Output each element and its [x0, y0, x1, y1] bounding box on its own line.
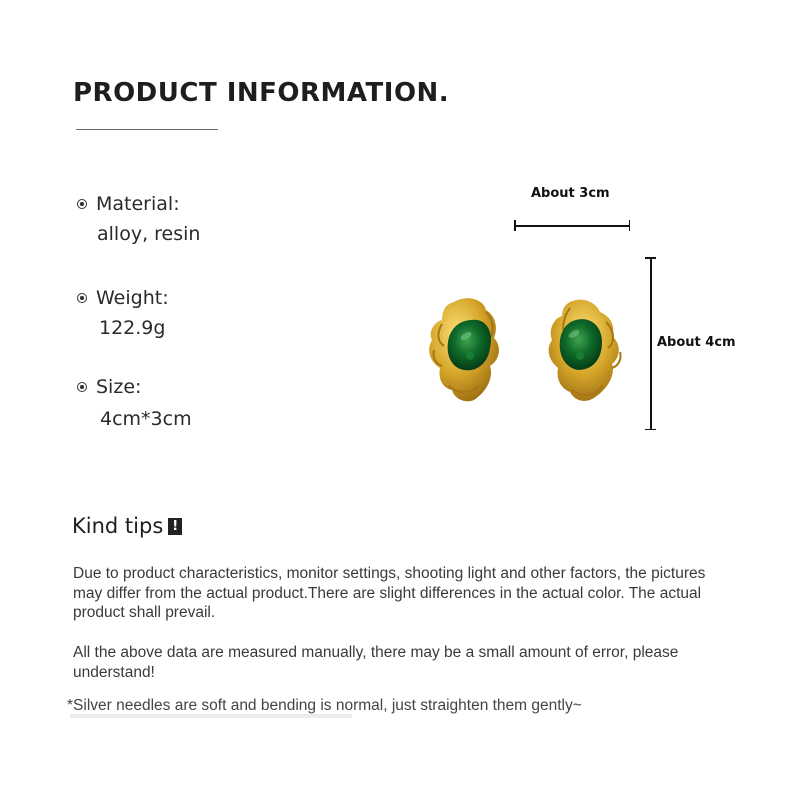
spec-weight-value: 122.9g	[99, 317, 166, 339]
bullet-icon	[77, 199, 87, 209]
tips-paragraph-1: Due to product characteristics, monitor settings, shooting light and other factors, the pictures may differ from the actual product.There are slight differences in the actual color. The actual product shall prevail.	[73, 565, 706, 621]
height-dimension-label: About 4cm	[657, 335, 736, 350]
silver-needle-note: *Silver needles are soft and bending is normal, just straighten them gently~	[67, 697, 582, 714]
exclamation-icon: !	[168, 518, 182, 535]
page-title: PRODUCT INFORMATION.	[73, 78, 450, 108]
bullet-icon	[77, 382, 87, 392]
height-dimension-line	[645, 257, 657, 430]
kind-tips-heading	[72, 514, 182, 538]
bullet-icon	[77, 293, 87, 303]
width-dimension-line	[514, 220, 630, 232]
earring-right-image	[536, 294, 632, 406]
width-dimension-label: About 3cm	[531, 186, 610, 201]
spec-label-text: Weight:	[96, 287, 169, 309]
spec-size-label	[77, 376, 141, 398]
kind-tips-title: Kind tips	[72, 514, 164, 538]
spec-material-value: alloy, resin	[97, 223, 201, 245]
spec-size-value: 4cm*3cm	[100, 408, 192, 430]
spec-label-text: Material:	[96, 193, 180, 215]
spec-material-label	[77, 193, 180, 215]
tips-paragraph-2: All the above data are measured manually, there may be a small amount of error, please understand!	[73, 644, 679, 681]
earring-left-image	[424, 294, 520, 406]
spec-label-text: Size:	[96, 376, 142, 398]
title-divider	[76, 129, 218, 130]
spec-weight-label	[77, 287, 169, 309]
